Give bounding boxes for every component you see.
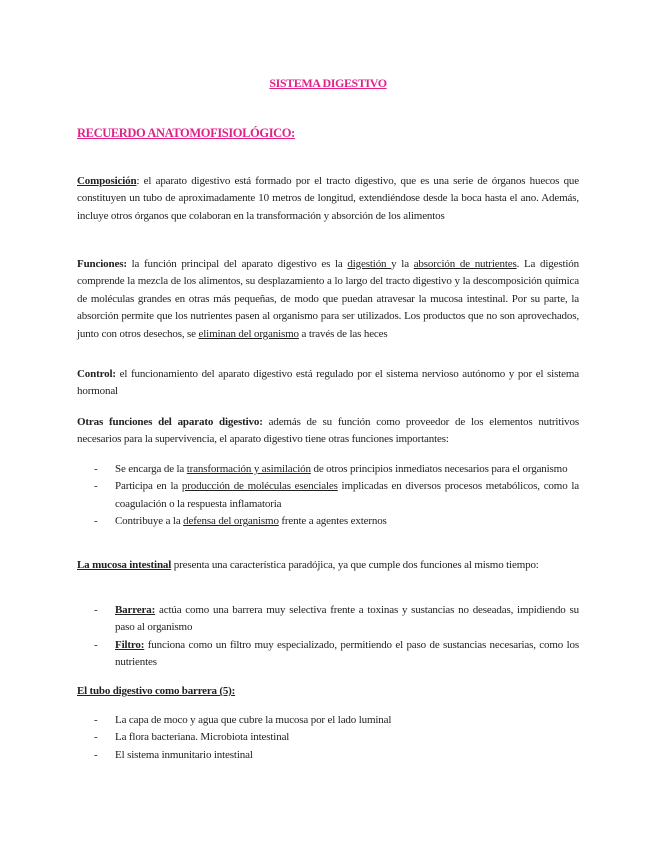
funciones-label: Funciones: [77, 258, 127, 270]
mucosa-list [77, 602, 579, 672]
otras-paragraph [77, 414, 579, 449]
funciones-text-3: . La digestión comprende la mezcla de los alimentos, su desplazamiento a lo largo del tracto digestivo y la descomposición química de moléculas grandes en otras más pequeñas, de modo que puedan atravesar la mucosa intestinal. Por su parte, la absorción permite que los nutrientes pasen al organismo para ser utilizados. Los productos que no son aprovechados, junto con otros desechos, se [77, 258, 579, 340]
control-paragraph [77, 366, 579, 401]
control-label: Control: [77, 368, 116, 380]
list-item [77, 637, 579, 672]
funciones-text-1: la función principal del aparato digestivo es la [126, 258, 348, 270]
funciones-text-4: a través de las heces [298, 327, 388, 340]
item-underlined: producción de moléculas esenciales [181, 480, 338, 493]
funciones-text-2: y la [391, 258, 414, 270]
item-text: Contribuye a la [115, 515, 184, 528]
item-text: Participa en la [115, 480, 182, 493]
composicion-label: Composición [77, 175, 137, 187]
list-item [77, 602, 579, 637]
composicion-paragraph [77, 173, 579, 225]
mucosa-text: presenta una característica paradójica, ya que cumple dos funciones al mismo tiempo: [171, 559, 539, 571]
item-text: frente a agentes externos [278, 515, 387, 528]
mucosa-label: La mucosa intestinal [77, 559, 172, 571]
section-subtitle: RECUERDO ANATOMOFISIOLÓGICO: [77, 126, 295, 140]
item-underlined: transformación y asimilación [186, 463, 311, 475]
tubo-list [77, 712, 579, 764]
filtro-label: Filtro: [115, 638, 145, 651]
mucosa-paragraph [77, 557, 579, 574]
otras-label: Otras funciones del aparato digestivo: [77, 416, 263, 428]
item-text: de otros principios inmediatos necesarios para el organismo [310, 463, 568, 475]
list-item: - La flora bacteriana. Microbiota intestinal [77, 729, 579, 746]
funciones-eliminan: eliminan del organismo [198, 327, 299, 340]
barrera-label: Barrera: [115, 604, 156, 616]
list-item: - El sistema inmunitario intestinal [77, 747, 579, 764]
list-item [77, 478, 579, 513]
otras-list [77, 461, 579, 531]
item-text: implicadas en diversos procesos metabólicos, como la coagulación o la respuesta inflamatoria [115, 480, 579, 510]
list-item [77, 461, 579, 478]
list-item: - La capa de moco y agua que cubre la mucosa por el lado luminal [77, 712, 579, 729]
item-underlined: defensa del organismo [183, 515, 279, 528]
list-item [77, 513, 579, 530]
composicion-text: : el aparato digestivo está formado por el tracto digestivo, que es una serie de órganos huecos que constituyen un tubo de aproximadamente 10 metros de longitud, extendiéndose desde la boca hasta el ano. Además, incluye otros órganos que colaboran en la transformación y absorción de los alimentos [77, 175, 579, 222]
funciones-digestion: digestión [347, 258, 392, 270]
item-text: actúa como una barrera muy selectiva frente a toxinas y sustancias no deseadas, impidiendo su paso al organismo [115, 604, 579, 634]
control-text: el funcionamiento del aparato digestivo está regulado por el sistema nervioso autónomo y por el sistema hormonal [77, 368, 579, 398]
item-text: Se encarga de la [115, 463, 187, 475]
page-title: SISTEMA DIGESTIVO [269, 76, 387, 90]
funciones-paragraph [77, 256, 579, 343]
item-text: funciona como un filtro muy especializado, permitiendo el paso de sustancias necesarias, como los nutrientes [115, 638, 579, 669]
funciones-absorcion: absorción de nutrientes [413, 258, 517, 270]
tubo-heading: El tubo digestivo como barrera (5): [77, 685, 236, 697]
otras-text: además de su función como proveedor de los elementos nutritivos necesarios para la supervivencia, el aparato digestivo tiene otras funciones importantes: [77, 416, 579, 446]
